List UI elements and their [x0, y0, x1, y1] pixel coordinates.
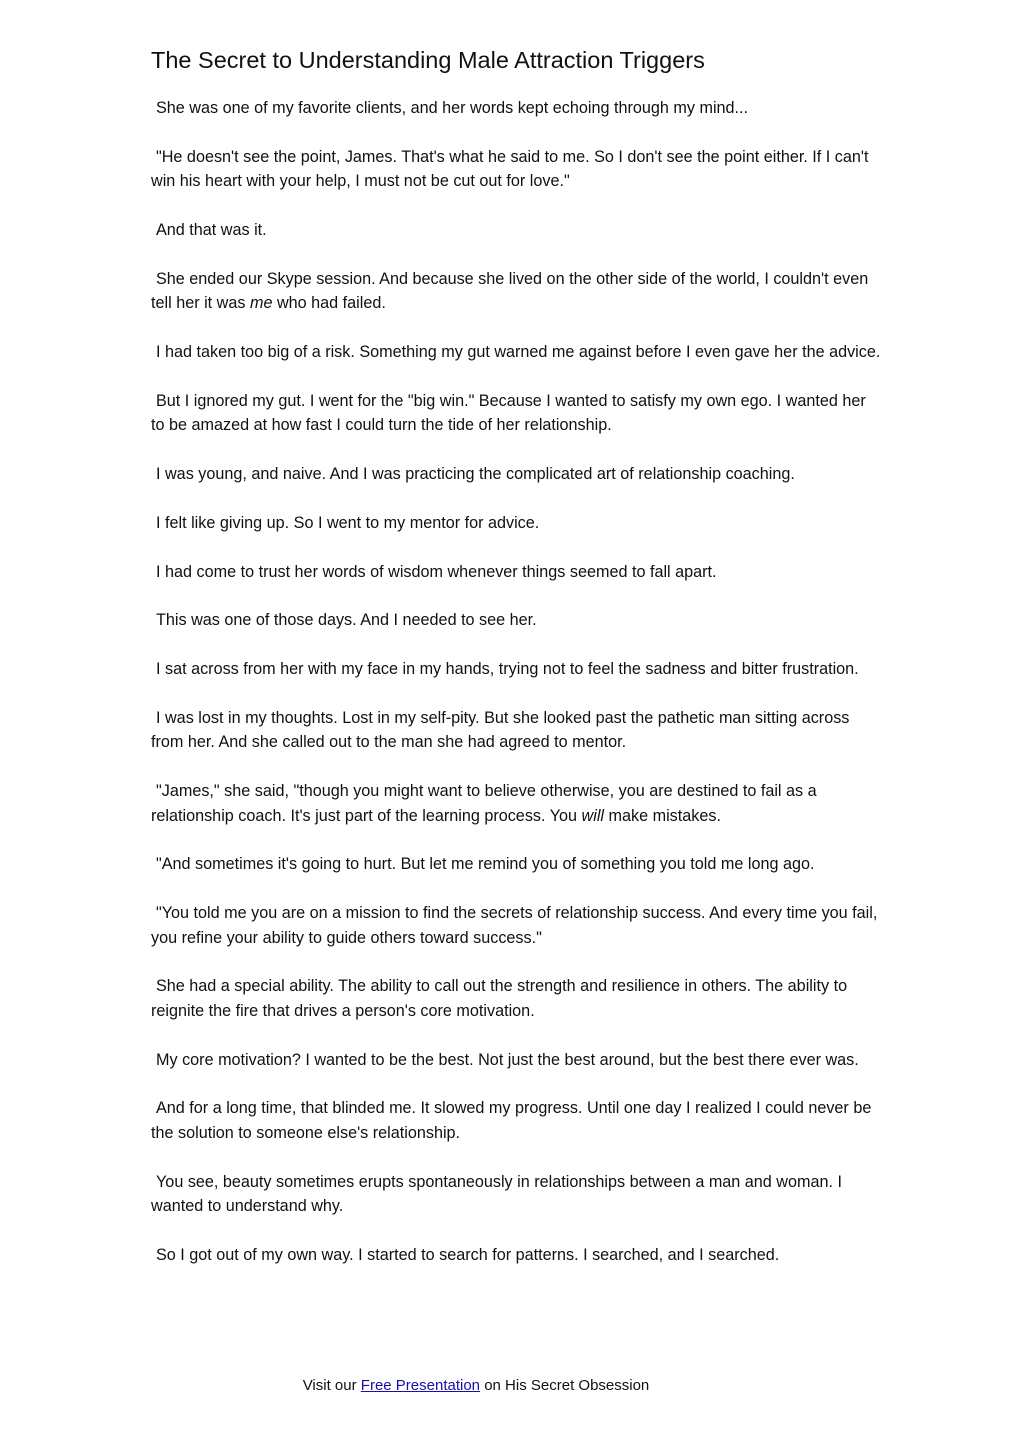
- paragraph: [151, 608, 881, 632]
- paragraph-text-after: make mistakes.: [604, 806, 721, 825]
- paragraph: [151, 340, 881, 364]
- paragraph-text: I was young, and naive. And I was practicing the complicated art of relationship coaching.: [156, 465, 795, 483]
- paragraph: [151, 852, 881, 876]
- footer: [0, 1376, 952, 1396]
- paragraph: [151, 1243, 881, 1267]
- paragraph: [151, 560, 881, 584]
- paragraph: [151, 389, 881, 438]
- document-title: The Secret to Understanding Male Attraction Triggers: [151, 47, 705, 73]
- paragraph: [151, 1096, 881, 1145]
- paragraph-text: You see, beauty sometimes erupts spontaneously in relationships between a man and woman. I wanted to understand why.: [151, 1172, 842, 1215]
- paragraph-text: She was one of my favorite clients, and her words kept echoing through my mind...: [156, 99, 749, 117]
- paragraph: [151, 462, 881, 486]
- paragraph: [151, 657, 881, 681]
- paragraph: [151, 96, 881, 120]
- paragraph-text: I had come to trust her words of wisdom whenever things seemed to fall apart.: [156, 562, 717, 581]
- paragraph: [151, 901, 881, 950]
- paragraph: [151, 218, 881, 242]
- paragraph-text-before: She ended our Skype session. And because she lived on the other side of the world, I couldn't even tell her it was: [151, 269, 869, 313]
- free-presentation-link[interactable]: Free Presentation: [360, 1377, 481, 1394]
- paragraph: [151, 1170, 881, 1219]
- paragraph-text: And for a long time, that blinded me. It slowed my progress. Until one day I realized I could never be the solution to someone else's relationship.: [151, 1099, 872, 1142]
- paragraph-text: I had taken too big of a risk. Something my gut warned me against before I even gave her the advice.: [156, 343, 881, 361]
- paragraph-text: So I got out of my own way. I started to search for patterns. I searched, and I searched.: [156, 1245, 780, 1264]
- footer-prefix: Visit our: [302, 1377, 361, 1394]
- paragraph-text: She had a special ability. The ability to call out the strength and resilience in others. The ability to reignite the fire that drives a person's core motivation.: [151, 977, 848, 1020]
- paragraph: [151, 145, 881, 194]
- paragraph-text: But I ignored my gut. I went for the "big win." Because I wanted to satisfy my own ego. I wanted her to be amazed at how fast I could turn the tide of her relationship.: [151, 391, 866, 435]
- paragraph: [151, 267, 881, 316]
- paragraph-text: I sat across from her with my face in my hands, trying not to feel the sadness and bitter frustration.: [156, 660, 859, 679]
- paragraph-text: And that was it.: [156, 221, 267, 239]
- paragraph-text: I felt like giving up. So I went to my mentor for advice.: [156, 513, 540, 532]
- paragraph-text: "And sometimes it's going to hurt. But let me remind you of something you told me long ago.: [156, 855, 815, 874]
- footer-suffix: on His Secret Obsession: [480, 1377, 650, 1394]
- paragraph-text: "He doesn't see the point, James. That's what he said to me. So I don't see the point either. If I can't win his heart with your help, I must not be cut out for love.": [151, 147, 869, 191]
- paragraph-text: My core motivation? I wanted to be the best. Not just the best around, but the best there ever was.: [156, 1050, 859, 1069]
- paragraph-text: I was lost in my thoughts. Lost in my self-pity. But she looked past the pathetic man sitting across from her. And she called out to the man she had agreed to mentor.: [151, 708, 850, 752]
- document-page: [151, 44, 881, 1292]
- paragraph-text-before: "James," she said, "though you might want to believe otherwise, you are destined to fail as a relationship coach. It's just part of the learning process. You: [151, 782, 817, 825]
- paragraph-emphasis: me: [249, 294, 273, 313]
- paragraph-text: This was one of those days. And I needed to see her.: [156, 611, 537, 630]
- paragraph: [151, 706, 881, 755]
- paragraph: [151, 779, 881, 828]
- document-body: [151, 96, 881, 1267]
- paragraph-emphasis: will: [581, 806, 605, 825]
- paragraph: [151, 974, 881, 1023]
- paragraph-text: "You told me you are on a mission to find the secrets of relationship success. And every time you fail, you refine your ability to guide others toward success.": [151, 904, 878, 947]
- paragraph: [151, 511, 881, 535]
- paragraph-text-after: who had failed.: [272, 294, 386, 313]
- paragraph: [151, 1048, 881, 1072]
